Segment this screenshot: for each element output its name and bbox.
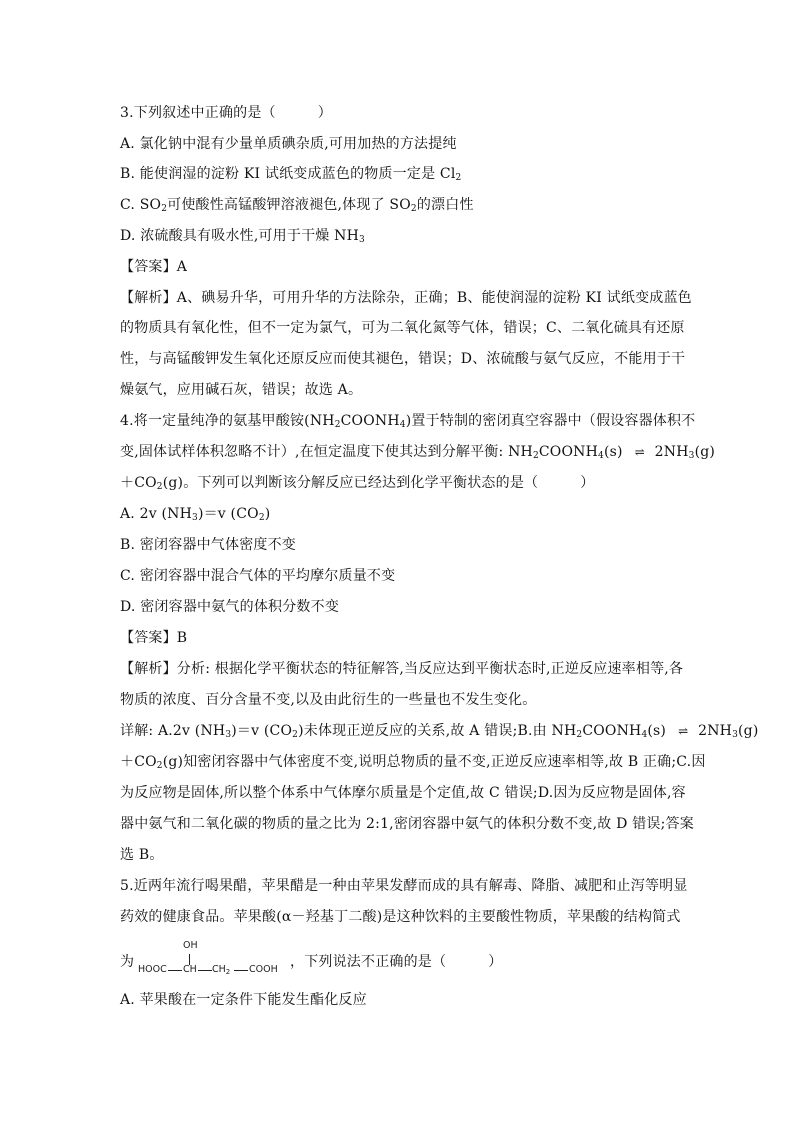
q5-stem-line: 5.近两年流行喝果醋，苹果醋是一种由苹果发酵而成的具有解毒、降脂、减肥和止泻等明显 <box>120 878 688 894</box>
q4-option-c: C. 密闭容器中混合气体的平均摩尔质量不变 <box>120 568 396 584</box>
q5-option-a: A. 苹果酸在一定条件下能发生酯化反应 <box>120 992 367 1008</box>
q4-answer: 【答案】B <box>120 630 188 646</box>
q3-explanation-line: 性，与高锰酸钾发生氧化还原反应而使其褪色，错误；D、浓硫酸与氨气反应，不能用于干 <box>120 351 686 367</box>
q3-answer: 【答案】A <box>120 259 188 275</box>
ch-label: CH <box>183 964 197 975</box>
q4-detail-line: 详解: A.2v $(NH_3)=v$ $(CO_2)$未体现正逆反应的关系,故 A 错误;B.由 $NH_2COONH_4(s)$ ⇌ $2NH_3(g)$ <box>120 723 759 740</box>
q4-stem-line: 变,固体试样体积忽略不计）,在恒定温度下使其达到分解平衡: $NH_2COONH_4(s)$ ⇌ $2NH_3(g)$ <box>120 444 716 461</box>
q4-option-a: A. 2v $(NH_3)=v$ $(CO_2)$ <box>120 506 271 523</box>
q5-stem-suffix: ，下列说法不正确的是（ ） <box>290 954 503 970</box>
q5-stem-line: 药效的健康食品。苹果酸(α－羟基丁二酸)是这种饮料的主要酸性物质，苹果酸的结构简式 <box>120 909 681 925</box>
q3-explanation-line: 的物质具有氧化性，但不一定为氯气，可为二氧化氮等气体，错误；C、二氧化硫具有还原 <box>120 320 685 336</box>
q5-stem-prefix: 为 <box>120 954 135 970</box>
q4-analysis-line: 物质的浓度、百分含量不变,以及由此衍生的一些量也不发生变化。 <box>120 692 537 708</box>
single-bond <box>198 970 212 971</box>
q3-explanation-line: 燥氨气，应用碱石灰，错误；故选 A。 <box>120 382 363 398</box>
q4-detail-line: 为反应物是固体,所以整个体系中气体摩尔质量是个定值,故 C 错误;D.因为反应物是固体,容 <box>120 785 686 801</box>
q4-option-b: B. 密闭容器中气体密度不变 <box>120 537 296 553</box>
hooc-label: HOOC <box>138 964 167 975</box>
q4-analysis-line: 【解析】分析: 根据化学平衡状态的特征解答,当反应达到平衡状态时,正逆反应速率相等,各 <box>120 661 684 677</box>
single-bond <box>234 970 248 971</box>
single-bond <box>168 970 182 971</box>
q4-detail-line: $+CO_2(g)$知密闭容器中气体密度不变,说明总物质的量不变,正逆反应速率相等,故 B 正确;C.因 <box>120 754 706 771</box>
q4-detail-line: 器中氨气和二氧化碳的物质的量之比为 2:1,密闭容器中氨气的体积分数不变,故 D 错误;答案 <box>120 816 694 832</box>
q4-stem-line: $+CO_2(g)$。下列可以判断该分解反应已经达到化学平衡状态的是（ ） <box>120 475 595 492</box>
equilibrium-arrow: ⇌ <box>678 724 687 738</box>
ch2-label: $CH_2$ <box>212 964 231 976</box>
q4-detail-line: 选 B。 <box>120 847 164 863</box>
q4-stem-line: 4.将一定量纯净的氨基甲酸铵$(NH_2COONH_4)$置于特制的密闭真空容器中（假设容器体积不 <box>120 413 696 430</box>
equilibrium-arrow: ⇌ <box>634 445 643 459</box>
cooh-label: COOH <box>249 964 278 975</box>
q3-option-a: A. 氯化钠中混有少量单质碘杂质,可用加热的方法提纯 <box>120 136 457 152</box>
q3-stem: 3.下列叙述中正确的是（ ） <box>120 105 332 121</box>
hydroxyl-label: OH <box>183 940 198 951</box>
q3-option-c: C. $SO_2$可使酸性高锰酸钾溶液褪色,体现了 $SO_2$的漂白性 <box>120 197 474 214</box>
q3-explanation-line: 【解析】A、碘易升华，可用升华的方法除杂，正确；B、能使润湿的淀粉 KI 试纸变成蓝色 <box>120 290 692 306</box>
q4-option-d: D. 密闭容器中氨气的体积分数不变 <box>120 599 340 615</box>
q3-option-d: D. 浓硫酸具有吸水性,可用于干燥 $NH_3$ <box>120 228 365 245</box>
q3-option-b: B. 能使润湿的淀粉 KI 试纸变成蓝色的物质一定是 $Cl_2$ <box>120 166 462 183</box>
